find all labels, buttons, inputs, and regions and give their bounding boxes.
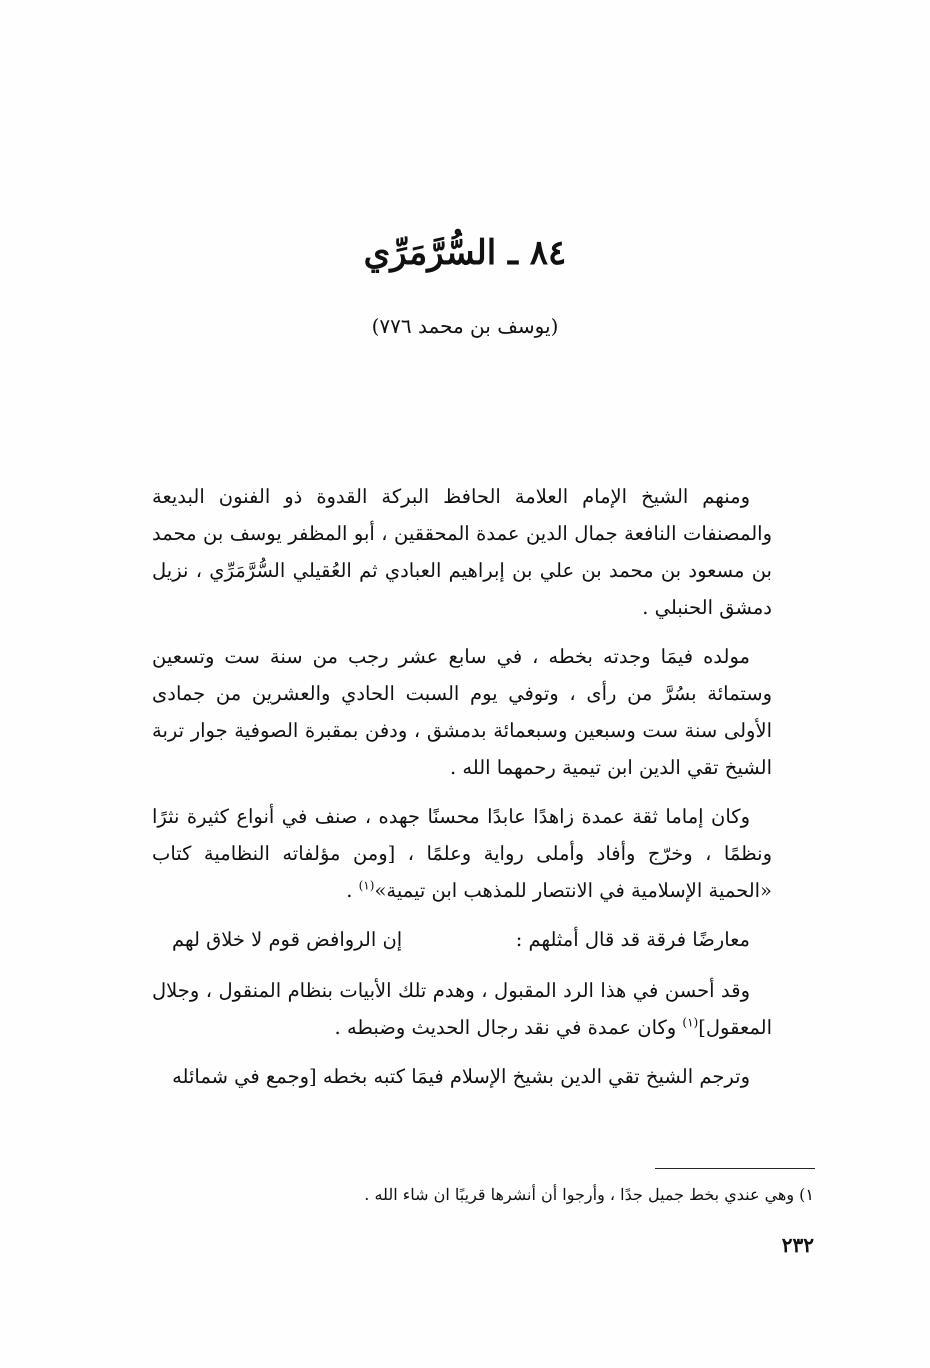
paragraph-3 <box>152 798 772 909</box>
footnote-ref-2: (١) <box>682 1015 699 1030</box>
verse-second-hemistich: إن الروافض قوم لا خلاق لهم <box>172 928 403 951</box>
page-number: ٢٣٢ <box>781 1233 814 1257</box>
paragraph-5: وترجم الشيخ تقي الدين بشيخ الإسلام فيمَا كتبه بخطه [وجمع في شمائله <box>172 1065 750 1088</box>
paragraph-4-end: وكان عمدة في نقد رجال الحديث وضبطه . <box>334 1016 683 1039</box>
paragraph-2: مولده فيمَا وجدته بخطه ، في سابع عشر رجب من سنة ست وتسعين وستمائة بسُرَّ من رأى ، وتوفي يوم السبت الحادي والعشرين من جمادى الأولى سنة ست وسبعين وسبعمائة بدمشق ، ودفن بمقبرة الصوفية جوار تربة الشيخ تقي الدين ابن تيمية رحمهما الله . <box>152 645 772 779</box>
footnote-separator <box>655 1168 815 1169</box>
poem-verse <box>152 921 772 958</box>
paragraph-4-text: وقد أحسن في هذا الرد المقبول ، وهدم تلك الأبيات بنظام المنقول ، وجلال المعقول] <box>152 979 772 1039</box>
footnote: ١) وهي عندي بخط جميل جدًا ، وأرجوا أن أنشرها قريبًا ان شاء الله . <box>364 1185 814 1204</box>
paragraph-4 <box>152 972 772 1046</box>
verse-first-hemistich: معارضًا فرقة قد قال أمثلهم : <box>515 928 750 951</box>
body-text <box>152 478 772 1107</box>
footnote-ref-1: (١) <box>358 878 375 893</box>
entry-subtitle: (يوسف بن محمد ٧٧٦) <box>371 314 559 338</box>
paragraph-1: ومنهم الشيخ الإمام العلامة الحافظ البركة القدوة ذو الفنون البديعة والمصنفات النافعة جمال الدين عمدة المحققين ، أبو المظفر يوسف بن محمد بن مسعود بن محمد بن علي بن إبراهيم العبادي ثم العُقيلي السُّرَّمَرِّي ، نزيل دمشق الحنبلي . <box>152 485 772 619</box>
entry-title: ٨٤ ـ السُّرَّمَرِّي <box>363 233 567 273</box>
paragraph-3-end: . <box>346 879 359 902</box>
paragraph-3-text: وكان إماما ثقة عمدة زاهدًا عابدًا محسنًا جهده ، صنف في أنواع كثيرة نثرًا ونظمًا ، وخرّج وأفاد وأملى رواية وعلمًا ، [ومن مؤلفاته النظامية كتاب «الحمية الإسلامية في الانتصار للمذهب ابن تيمية» <box>152 805 772 902</box>
